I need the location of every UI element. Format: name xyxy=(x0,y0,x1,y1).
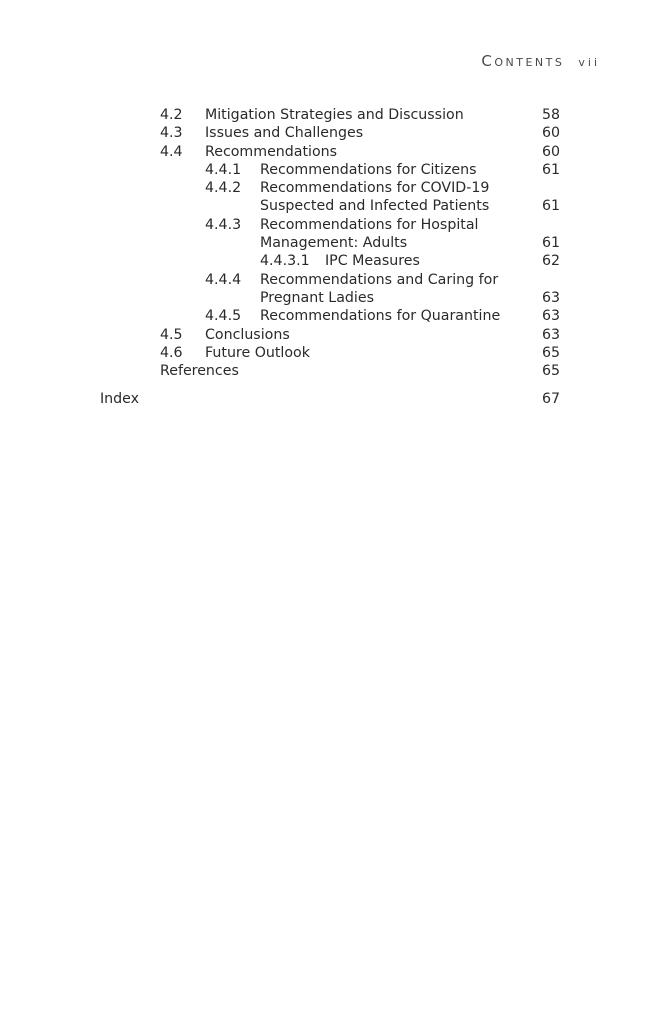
running-head xyxy=(481,52,600,70)
toc-entry-title-continuation: Suspected and Infected Patients xyxy=(260,198,490,215)
toc-entry-4-4-4-continuation[interactable] xyxy=(0,289,660,307)
toc-entry-page: 65 xyxy=(541,363,560,380)
toc-entry-title: Recommendations for COVID-19 xyxy=(260,180,490,197)
toc-entry-page: 60 xyxy=(541,143,560,160)
toc-entry-4-4-3-1[interactable] xyxy=(0,252,660,270)
toc-entry-4-5[interactable] xyxy=(0,326,660,344)
toc-entry-page: 63 xyxy=(541,308,560,325)
toc-entry-title: Recommendations and Caring for xyxy=(260,271,499,288)
toc-entry-number: 4.4.1 xyxy=(205,161,242,178)
toc-entry-title-continuation: Pregnant Ladies xyxy=(260,289,374,306)
toc-entry-4-4-2[interactable] xyxy=(0,179,660,197)
toc-entry-number: 4.4.4 xyxy=(205,271,242,288)
toc-entry-title: Future Outlook xyxy=(205,344,310,361)
toc-entry-number: 4.4.3.1 xyxy=(260,253,310,270)
toc-entry-page: 63 xyxy=(541,326,560,343)
toc-entry-page: 58 xyxy=(541,107,560,123)
toc-entry-number: 4.2 xyxy=(160,107,183,123)
toc-entry-page: 62 xyxy=(541,253,560,270)
table-of-contents xyxy=(0,106,660,409)
toc-entry-4-4-3-continuation[interactable] xyxy=(0,234,660,252)
toc-entry-4-6[interactable] xyxy=(0,344,660,362)
running-head-initial: C xyxy=(481,52,495,70)
page-folio: vii xyxy=(578,56,600,69)
toc-entry-number: 4.4 xyxy=(160,143,183,160)
toc-entry-title: Conclusions xyxy=(205,326,290,343)
toc-entry-number: 4.4.5 xyxy=(205,308,242,325)
toc-entry-title-continuation: Management: Adults xyxy=(260,235,408,252)
toc-entry-title: Recommendations xyxy=(205,143,338,160)
toc-entry-title: References xyxy=(160,363,239,380)
toc-entry-title: IPC Measures xyxy=(325,253,420,270)
toc-entry-number: 4.6 xyxy=(160,344,183,361)
toc-entry-page: 61 xyxy=(541,161,560,178)
toc-entry-number: 4.4.2 xyxy=(205,180,242,197)
toc-entry-index[interactable] xyxy=(0,390,660,408)
toc-entry-4-4-1[interactable] xyxy=(0,161,660,179)
toc-entry-4-4-2-continuation[interactable] xyxy=(0,197,660,215)
toc-entry-title: Index xyxy=(100,391,140,408)
toc-entry-title: Recommendations for Hospital xyxy=(260,216,479,233)
toc-entry-4-3[interactable] xyxy=(0,124,660,142)
toc-entry-page: 63 xyxy=(541,289,560,306)
toc-entry-title: Mitigation Strategies and Discussion xyxy=(205,107,464,123)
toc-entry-references[interactable] xyxy=(0,362,660,380)
toc-entry-number: 4.4.3 xyxy=(205,216,242,233)
toc-entry-4-4-3[interactable] xyxy=(0,216,660,234)
toc-entry-page: 67 xyxy=(541,391,560,408)
toc-entry-4-2[interactable] xyxy=(0,106,660,124)
toc-entry-4-4[interactable] xyxy=(0,143,660,161)
toc-entry-page: 61 xyxy=(541,235,560,252)
toc-entry-title: Recommendations for Citizens xyxy=(260,161,477,178)
running-head-rest: ONTENTS xyxy=(494,56,565,69)
toc-entry-title: Issues and Challenges xyxy=(205,125,364,142)
toc-entry-page: 60 xyxy=(541,125,560,142)
toc-entry-page: 61 xyxy=(541,198,560,215)
toc-entry-title: Recommendations for Quarantine xyxy=(260,308,501,325)
toc-entry-4-4-4[interactable] xyxy=(0,271,660,289)
toc-entry-4-4-5[interactable] xyxy=(0,307,660,325)
toc-entry-number: 4.3 xyxy=(160,125,183,142)
toc-entry-number: 4.5 xyxy=(160,326,183,343)
toc-entry-page: 65 xyxy=(541,344,560,361)
